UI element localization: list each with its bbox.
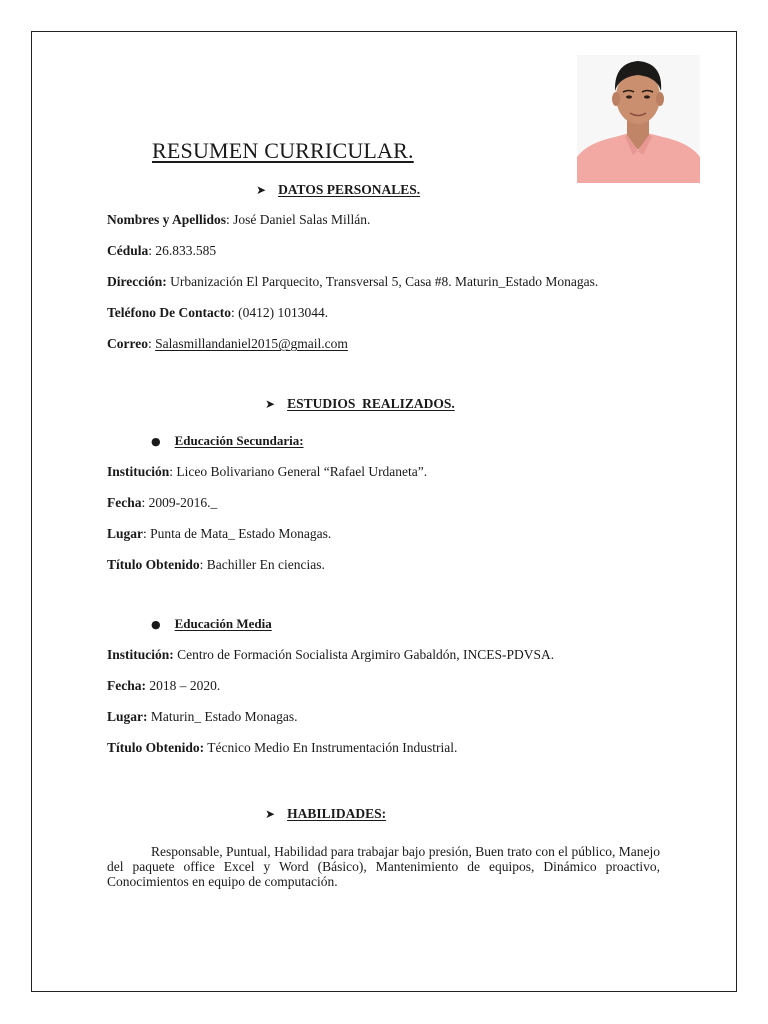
arrowhead-right-icon: ➤ (256, 183, 267, 197)
email-link[interactable]: Salasmillandaniel2015@gmail.com (155, 336, 348, 351)
email-label: Correo (107, 336, 148, 351)
subheading-media (151, 616, 272, 632)
place-label: Lugar: (107, 709, 148, 724)
degree-label: Título Obtenido (107, 557, 200, 572)
personal-id-line (107, 243, 216, 259)
date-label: Fecha: (107, 678, 146, 693)
date-value: 2018 – 2020. (145, 678, 221, 693)
media-place-line (107, 709, 297, 725)
degree-value: Técnico Medio En Instrumentación Industrial. (204, 740, 458, 755)
id-value: : 26.833.585 (148, 243, 217, 258)
section-heading-personal (256, 182, 420, 198)
secondary-place-line (107, 526, 331, 542)
bullet-icon: ● (151, 617, 161, 631)
phone-value: : (0412) 1013044. (231, 305, 329, 320)
person-portrait-icon (577, 55, 700, 183)
secondary-institution-line (107, 464, 427, 480)
subheading-secondary-text: Educación Secundaria: (174, 433, 304, 448)
arrowhead-right-icon: ➤ (265, 397, 276, 411)
address-label: Dirección: (107, 274, 167, 289)
bullet-icon: ● (151, 434, 161, 448)
name-value: : José Daniel Salas Millán. (226, 212, 371, 227)
degree-label: Título Obtenido: (107, 740, 205, 755)
institution-label: Institución: (107, 647, 174, 662)
personal-email-line (107, 336, 348, 352)
place-label: Lugar (107, 526, 144, 541)
section-heading-skills-text: HABILIDADES: (287, 806, 387, 821)
phone-label: Teléfono De Contacto (107, 305, 231, 320)
place-value: : Punta de Mata_ Estado Monagas. (143, 526, 332, 541)
profile-photo (577, 55, 700, 183)
institution-label: Institución (107, 464, 170, 479)
institution-value: Centro de Formación Socialista Argimiro Gabaldón, INCES-PDVSA. (173, 647, 555, 662)
id-label: Cédula (107, 243, 149, 258)
page-title: RESUMEN CURRICULAR. (152, 138, 414, 163)
subheading-secondary (151, 433, 304, 449)
personal-name-line (107, 212, 370, 228)
media-degree-line (107, 740, 457, 756)
section-heading-studies-text: ESTUDIOS REALIZADOS. (287, 396, 455, 411)
subheading-media-text: Educación Media (174, 616, 272, 631)
secondary-date-line (107, 495, 217, 511)
section-heading-skills (265, 806, 386, 822)
email-separator: : (147, 336, 156, 351)
place-value: Maturin_ Estado Monagas. (147, 709, 298, 724)
section-heading-personal-text: DATOS PERSONALES. (278, 182, 421, 197)
arrowhead-right-icon: ➤ (265, 807, 276, 821)
section-heading-studies (265, 396, 455, 412)
media-date-line (107, 678, 220, 694)
personal-phone-line (107, 305, 328, 321)
name-label: Nombres y Apellidos (107, 212, 227, 227)
date-label: Fecha (107, 495, 142, 510)
secondary-degree-line (107, 557, 325, 573)
personal-address-line (107, 274, 598, 290)
address-value: Urbanización El Parquecito, Transversal 5, Casa #8. Maturin_Estado Monagas. (166, 274, 599, 289)
media-institution-line (107, 647, 554, 663)
institution-value: : Liceo Bolivariano General “Rafael Urdaneta”. (169, 464, 428, 479)
degree-value: : Bachiller En ciencias. (199, 557, 325, 572)
skills-paragraph: Responsable, Puntual, Habilidad para trabajar bajo presión, Buen trato con el público, Manejo del paquete office Excel y Word (Básico), Mantenimiento de equipos, Dinámico proactivo, Conocimientos en equipo de computación. (107, 844, 660, 889)
date-value: : 2009-2016._ (141, 495, 218, 510)
